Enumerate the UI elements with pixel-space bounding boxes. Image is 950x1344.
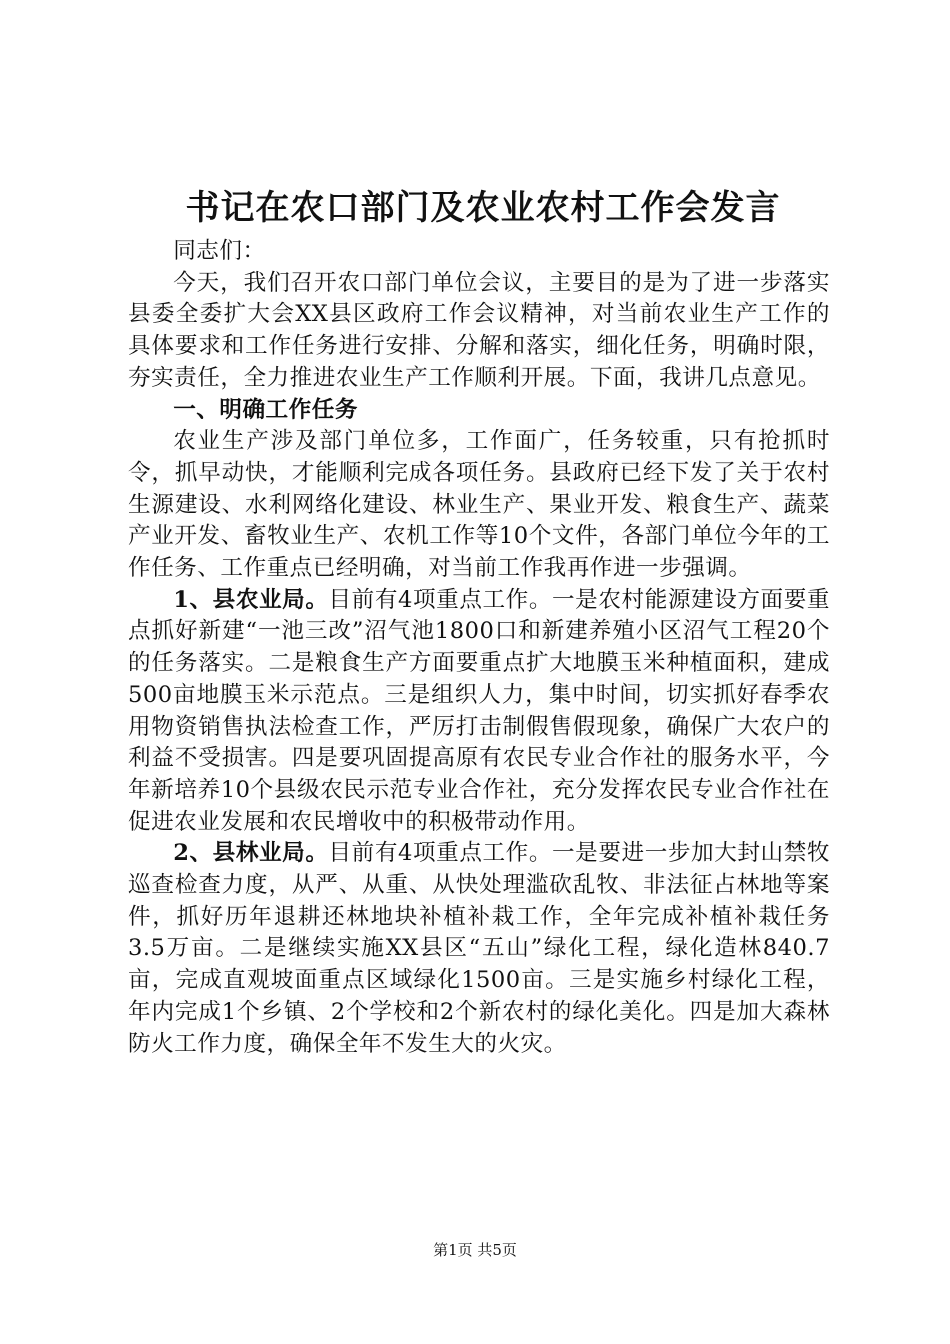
salutation: 同志们： [173,238,266,264]
item-paragraph-forestry [128,838,830,1060]
document-title: 书记在农口部门及农业农村工作会发言 [185,188,781,228]
item-lead-agriculture: 1、县农业局。 [173,586,329,613]
section-heading: 一、明确工作任务 [173,396,358,423]
intro-paragraph: 今天，我们召开农口部门单位会议，主要目的是为了进一步落实县委全委扩大会XX县区政府工作会议精神，对当前农业生产工作的具体要求和工作任务进行安排、分解和落实，细化任务，明确时限，夯实责任，全力推进农业生产工作顺利开展。下面，我讲几点意见。 [128,269,830,391]
item-text-agriculture: 目前有4项重点工作。一是农村能源建设方面要重点抓好新建“一池三改”沼气池1800口和新建养殖小区沼气工程20个的任务落实。二是粮食生产方面要重点扩大地膜玉米种植面积，建成500亩地膜玉米示范点。三是组织人力，集中时间，切实抓好春季农用物资销售执法检查工作，严厉打击制假售假现象，确保广大农户的利益不受损害。四是要巩固提高原有农民专业合作社的服务水平，今年新培养10个县级农民示范专业合作社，充分发挥农民专业合作社在促进农业发展和农民增收中的积极带动作用。 [128,586,830,835]
section-paragraph: 农业生产涉及部门单位多，工作面广，任务较重，只有抢抓时令，抓早动快，才能顺利完成各项任务。县政府已经下发了关于农村生源建设、水利网络化建设、林业生产、果业开发、粮食生产、蔬菜产业开发、畜牧业生产、农机工作等10个文件，各部门单位今年的工作任务、工作重点已经明确，对当前工作我再作进一步强调。 [128,428,830,582]
item-lead-forestry: 2、县林业局。 [173,840,329,867]
item-paragraph-agriculture [128,585,830,839]
item-text-forestry: 目前有4项重点工作。一是要进一步加大封山禁牧巡查检查力度，从严、从重、从快处理滥砍乱牧、非法征占林地等案件，抓好历年退耕还林地块补植补栽工作，全年完成补植补栽任务3.5万亩。二是继续实施XX县区“五山”绿化工程，绿化造林840.7亩，完成直观坡面重点区域绿化1500亩。三是实施乡村绿化工程，年内完成1个乡镇、2个学校和2个新农村的绿化美化。四是加大森林防火工作力度，确保全年不发生大的火灾。 [128,840,830,1057]
document-body [128,236,830,1060]
page-footer: 第1页 共5页 [433,1241,517,1259]
